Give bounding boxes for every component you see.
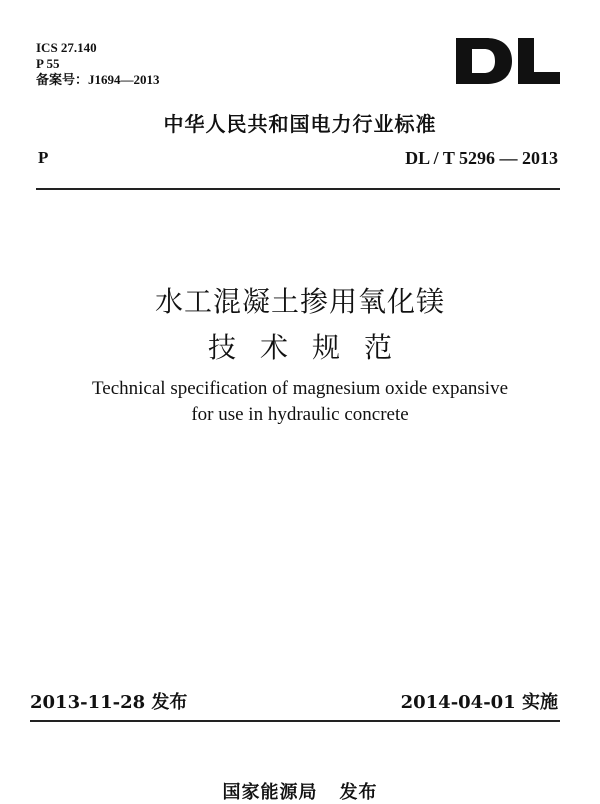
title-chinese-line1: 水工混凝土掺用氧化镁 [154, 285, 445, 318]
dl-logo [456, 38, 560, 84]
title-english-line1: Technical specification of magnesium oxide expansive [92, 378, 508, 399]
title-english-line2: for use in hydraulic concrete [191, 404, 409, 425]
classification-code: P 55 [36, 56, 60, 71]
footer-divider [30, 720, 560, 722]
title-chinese-line2: 技术规范 [207, 331, 416, 364]
document-meta [36, 40, 160, 88]
issue-date: 2013-11-28 发布 [30, 692, 188, 713]
publisher-name: 国家能源局 [222, 782, 318, 803]
implementation-date: 2014-04-01 实施 [400, 692, 558, 713]
category-code: P [38, 148, 49, 167]
standard-body-title: 中华人民共和国电力行业标准 [163, 112, 437, 136]
publisher-action: 发布 [339, 782, 378, 803]
filing-number: 备案号：J1694—2013 [36, 72, 160, 87]
standard-number: DL / T 5296 — 2013 [405, 148, 558, 168]
ics-code: ICS 27.140 [36, 40, 97, 55]
header-divider [36, 188, 560, 190]
publisher [0, 778, 600, 804]
